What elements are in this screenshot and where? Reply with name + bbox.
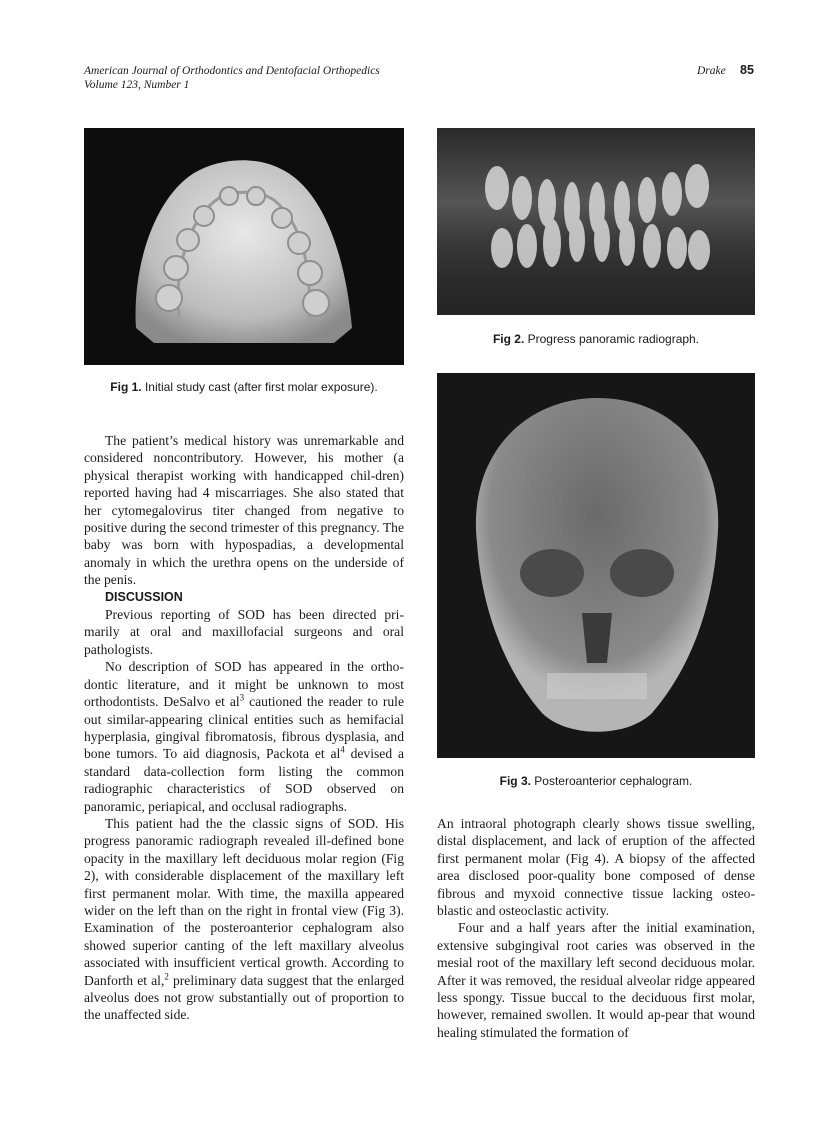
citation-ref: 2 <box>164 971 169 982</box>
figure-2-caption <box>437 332 755 346</box>
journal-volume: Volume 123, Number 1 <box>84 79 190 91</box>
citation-ref: 3 <box>239 692 245 703</box>
text-segment: preliminary data suggest that the enlarged alveolus does not grow substantially out of proportion to the unaffected side. <box>84 972 404 1023</box>
figure-3-caption <box>437 774 755 788</box>
page-number: 85 <box>740 63 754 77</box>
text-segment: cautioned the reader to rule out similar-appearing clinical entities such as hemifacial hyperplasia, gingival fibromatosis, fibrous dysplasia, and bone tumors. To aid diagnosis, Packota et al <box>84 694 404 762</box>
figure-3-caption-text: Posteroanterior cephalogram. <box>534 774 693 788</box>
figure-1-caption-text: Initial study cast (after first molar exposure). <box>144 380 378 394</box>
figure-2-caption-text: Progress panoramic radiograph. <box>527 332 700 346</box>
paragraph-medical-history: The patient’s medical history was unremarkable and considered noncontributory. However, his mother (a physical therapist working with handicapped chil-dren) reported having had 4 miscarriages. She also stated that her cytomegalovirus titer changed from negative to positive during the second trimester of this pregnancy. The baby was born with hypospadias, a developmental anomaly in which the urethra opens on the underside of the penis. <box>84 433 404 588</box>
text-segment: This patient had the the classic signs of SOD. His progress panoramic radiograph revealed ill-defined bone opacity in the maxillary left deciduous molar region (Fig 2), with considerable displacement of the maxillary left first permanent molar. With time, the maxilla appeared wider on the left than on the right in frontal view (Fig 3). Examination of the posteroanterior cephalogram also showed superior canting of the left maxillary alveolus associated with insufficient vertical growth. According to Danforth et al, <box>84 815 404 988</box>
figure-1-label: Fig 1. <box>110 380 142 394</box>
paragraph-previous-reporting: Previous reporting of SOD has been directed pri-marily at oral and maxillofacial surgeons and oral pathologists. <box>84 607 404 657</box>
citation-ref: 4 <box>340 744 345 755</box>
section-heading-discussion: DISCUSSION <box>105 589 183 604</box>
left-column-text <box>84 432 404 1024</box>
text-segment: No description of SOD has appeared in the ortho-dontic literature, and it might be unknown to most orthodontists. DeSalvo et al <box>84 659 404 710</box>
running-header <box>84 64 380 92</box>
paragraph-orthodontic-literature <box>84 658 404 815</box>
figure-1-study-cast-image <box>84 128 404 365</box>
figure-3-cephalogram-image <box>437 373 755 758</box>
figure-1-caption <box>84 380 404 394</box>
author-name: Drake <box>697 65 726 77</box>
paragraph-four-and-a-half-years: Four and a half years after the initial examination, extensive subgingival root caries was observed in the mesial root of the maxillary left second deciduous molar. After it was removed, the residual alveolar ridge appeared less spongy. Tissue buccal to the deciduous first molar, however, remained swollen. It would ap-pear that wound healing stimulated the formation of <box>437 920 755 1040</box>
figure-2-panoramic-radiograph-image <box>437 128 755 315</box>
paragraph-intraoral-photograph: An intraoral photograph clearly shows tissue swelling, distal displacement, and lack of eruption of the affected first permanent molar (Fig 4). A biopsy of the affected area disclosed poor-quality bone composed of dense fibrous and myxoid connective tissue lacking osteo-blastic and osteoclastic activity. <box>437 816 755 919</box>
figure-3-label: Fig 3. <box>499 774 531 788</box>
paragraph-classic-signs <box>84 815 404 1024</box>
text-segment: devised a standard data-collection form listing the common radiographic characteristics of SOD observed on panoramic, periapical, and occlusal radiographs. <box>84 746 404 814</box>
figure-2-label: Fig 2. <box>492 332 525 346</box>
right-column-text <box>437 815 755 1041</box>
journal-title: American Journal of Orthodontics and Dentofacial Orthopedics <box>84 65 380 77</box>
